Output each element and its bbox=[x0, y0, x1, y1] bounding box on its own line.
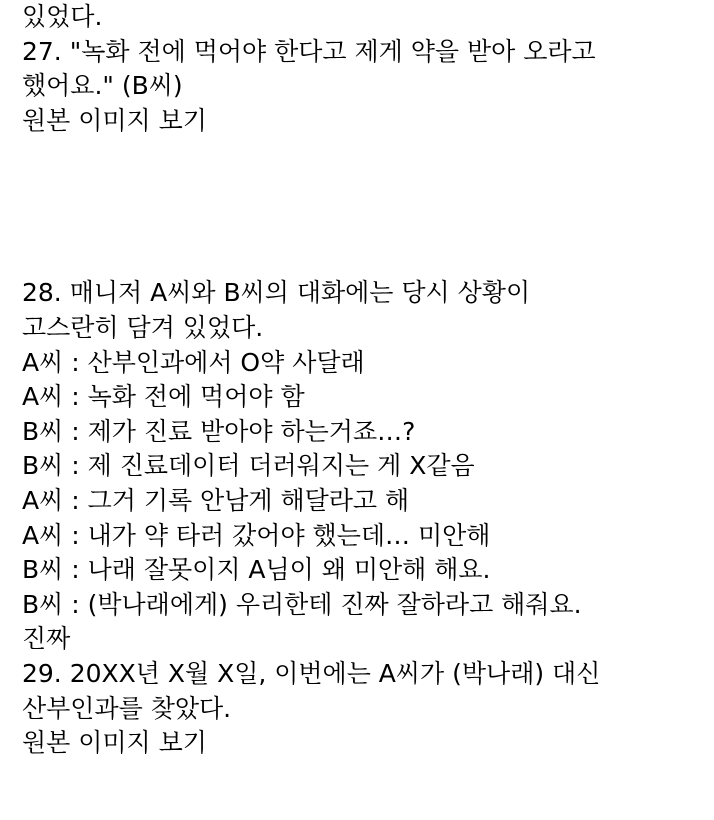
dialogue-line: A씨 : 내가 약 타러 갔어야 했는데… 미안해 bbox=[22, 520, 491, 550]
text-line: 28. 매니저 A씨와 B씨의 대화에는 당시 상황이 bbox=[22, 278, 531, 308]
dialogue-line: A씨 : 녹화 전에 먹어야 함 bbox=[22, 382, 305, 412]
dialogue-line: A씨 : 그거 기록 안남게 해달라고 해 bbox=[22, 485, 410, 515]
text-line: 했어요." (B씨) bbox=[22, 71, 183, 101]
dialogue-line: B씨 : (박나래에게) 우리한테 진짜 잘하라고 해줘요. bbox=[22, 589, 582, 619]
dialogue-line: B씨 : 제 진료데이터 더러워지는 게 X같음 bbox=[22, 451, 475, 481]
view-original-image-link[interactable]: 원본 이미지 보기 bbox=[22, 728, 207, 758]
text-line: 진짜 bbox=[22, 624, 71, 654]
text-line: 29. 20XX년 X월 X일, 이번에는 A씨가 (박나래) 대신 bbox=[22, 658, 601, 688]
dialogue-line: B씨 : 제가 진료 받아야 하는거죠…? bbox=[22, 416, 416, 446]
text-line: 27. "녹화 전에 먹어야 한다고 제게 약을 받아 오라고 bbox=[22, 36, 596, 66]
paragraph-28 bbox=[22, 276, 712, 726]
paragraph-27 bbox=[22, 0, 712, 104]
view-original-image-link[interactable]: 원본 이미지 보기 bbox=[22, 105, 207, 135]
dialogue-line: A씨 : 산부인과에서 O약 사달래 bbox=[22, 347, 365, 377]
image-placeholder-gap bbox=[22, 138, 712, 276]
text-line: 고스란히 담겨 있었다. bbox=[22, 312, 264, 342]
text-line: 산부인과를 찾았다. bbox=[22, 693, 232, 723]
text-line: 있었다. bbox=[22, 2, 103, 31]
dialogue-line: B씨 : 나래 잘못이지 A님이 왜 미안해 해요. bbox=[22, 555, 491, 585]
document-body bbox=[22, 0, 712, 761]
